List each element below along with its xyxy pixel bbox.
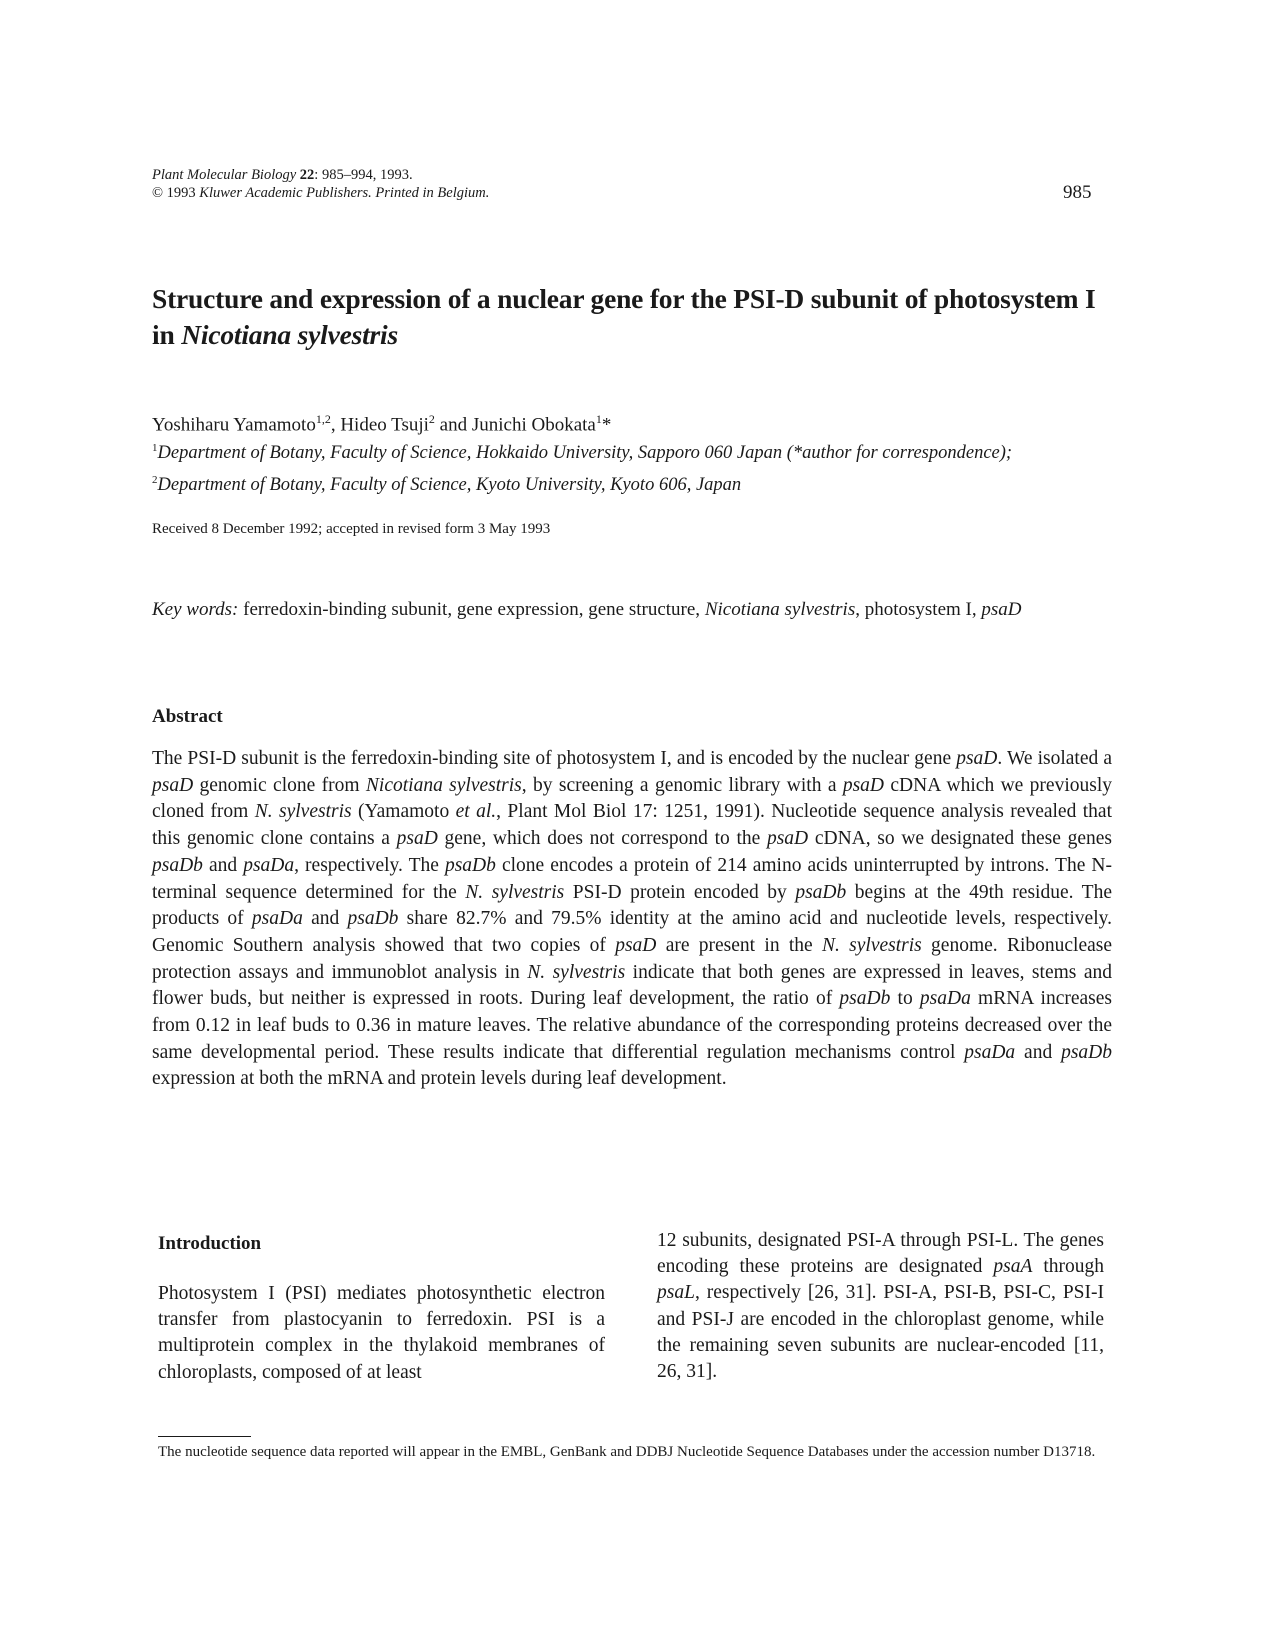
footnote: The nucleotide sequence data reported will appear in the EMBL, GenBank and DDBJ Nucleotide Sequence Databases under the accession number D13718. xyxy=(158,1444,1096,1460)
abstract-text: and xyxy=(1015,1041,1062,1063)
species-name: N. sylvestris xyxy=(254,801,352,823)
abstract-text: expression at both the mRNA and protein levels during leaf development. xyxy=(152,1068,727,1090)
abstract-text: genome. Ribonuclease protection assays and immunoblot analysis in xyxy=(152,934,1112,983)
abstract-text: cDNA which we previously cloned from xyxy=(152,774,1112,823)
affil-mark: 1 xyxy=(152,442,158,454)
keywords-label: Key words: xyxy=(152,599,239,620)
author-list xyxy=(152,412,611,436)
abstract-text: , respectively. The xyxy=(294,854,445,876)
footnote-rule xyxy=(158,1436,251,1437)
title-species: Nicotiana sylvestris xyxy=(181,319,398,350)
received-dates: Received 8 December 1992; accepted in revised form 3 May 1993 xyxy=(152,521,551,537)
journal-citation xyxy=(152,166,489,184)
et-al: et al. xyxy=(455,801,497,823)
abstract-text: share 82.7% and 79.5% identity at the amino acid and nucleotide levels, respectively. Genomic Southern analysis showed that two copies of xyxy=(152,908,1112,956)
abstract-text: . We isolated a xyxy=(997,748,1112,769)
keywords-species: Nicotiana sylvestris xyxy=(704,599,856,620)
gene-name: psaDb xyxy=(347,908,399,930)
affiliation-1: Department of Botany, Faculty of Science, Hokkaido University, Sapporo 060 Japan (*author for correspondence); xyxy=(157,443,1013,464)
author-affil-mark: 2 xyxy=(428,412,435,426)
keywords-text: ferredoxin-binding subunit, gene expression, gene structure, xyxy=(238,599,705,620)
corresponding-mark: * xyxy=(601,414,612,436)
abstract-text: (Yamamoto xyxy=(351,801,456,823)
abstract-text: , by screening a genomic library with a xyxy=(521,774,843,796)
author-affil-mark: 1 xyxy=(595,412,602,426)
journal-header xyxy=(152,166,489,202)
gene-name: psaD xyxy=(842,774,885,796)
affiliation-2: Department of Botany, Faculty of Science, Kyoto University, Kyoto 606, Japan xyxy=(157,475,742,496)
abstract-text: genomic clone from xyxy=(193,774,366,796)
journal-volume: 22 xyxy=(299,167,315,183)
abstract-text: gene, which does not correspond to the xyxy=(437,828,767,850)
species-name: Nicotiana sylvestris xyxy=(365,774,522,796)
author-name: Hideo Tsuji xyxy=(340,414,429,436)
title-main: Structure and expression of a nuclear gene for the PSI-D subunit of photosystem I in xyxy=(152,283,1096,350)
gene-name: psaDa xyxy=(964,1041,1016,1063)
author-name: Yoshiharu Yamamoto xyxy=(152,414,316,436)
paper-title xyxy=(152,281,1112,353)
gene-name: psaDa xyxy=(243,854,295,876)
gene-name: psaL xyxy=(657,1282,695,1304)
gene-name: psaDa xyxy=(919,988,971,1010)
intro-column-right xyxy=(657,1228,1104,1385)
copyright-text: Kluwer Academic Publishers. Printed in Belgium. xyxy=(199,185,490,201)
author-name: Junichi Obokata xyxy=(471,414,596,436)
intro-text: 12 subunits, designated PSI-A through PSI-L. The genes encoding these proteins are designated xyxy=(657,1230,1104,1278)
gene-name: psaDa xyxy=(251,908,303,930)
journal-pages: : 985–994, 1993. xyxy=(314,167,413,183)
gene-name: psaD xyxy=(396,828,438,850)
species-name: N. sylvestris xyxy=(527,961,626,983)
abstract-text: and xyxy=(202,854,244,876)
affiliations xyxy=(152,435,1052,499)
page-number: 985 xyxy=(1063,182,1092,203)
gene-name: psaD xyxy=(956,748,998,769)
intro-column-left: Photosystem I (PSI) mediates photosynthetic electron transfer from plastocyanin to ferredoxin. PSI is a multiprotein complex in the thylakoid membranes of chloroplasts, composed of at least xyxy=(158,1283,605,1383)
author-affil-mark: 1,2 xyxy=(315,412,331,426)
gene-name: psaDb xyxy=(444,854,496,876)
abstract-text: mRNA increases from 0.12 in leaf buds to 0.36 in mature leaves. The relative abundance of the corresponding proteins decreased over the same developmental period. These results indicate that differential regulation mechanisms control xyxy=(152,988,1112,1063)
abstract-text: , Plant Mol Biol 17: 1251, 1991). Nucleotide sequence analysis revealed that this genomic clone contains a xyxy=(152,801,1112,850)
species-name: N. sylvestris xyxy=(821,934,922,956)
abstract-text: cDNA, so we designated these genes xyxy=(808,828,1112,850)
gene-name: psaDb xyxy=(1061,1041,1113,1063)
copyright-line xyxy=(152,184,489,202)
gene-name: psaDb xyxy=(839,988,891,1010)
gene-name: psaD xyxy=(615,934,657,956)
abstract-text: begins at the 49th residue. The products of xyxy=(152,881,1112,930)
gene-name: psaDb xyxy=(795,881,847,903)
gene-name: psaDb xyxy=(152,854,203,876)
gene-name: psaD xyxy=(152,774,194,796)
introduction-heading: Introduction xyxy=(158,1233,262,1254)
copyright-prefix: © 1993 xyxy=(152,185,196,201)
abstract-text: indicate that both genes are expressed in leaves, stems and flower buds, but neither is expressed in roots. During leaf development, the ratio of xyxy=(152,961,1112,1010)
abstract-text: clone encodes a protein of 214 amino acids uninterrupted by introns. The N-terminal sequence determined for the xyxy=(152,854,1113,903)
abstract-text: PSI-D protein encoded by xyxy=(564,881,796,903)
keywords-text: , photosystem I, xyxy=(855,599,982,620)
affil-mark: 2 xyxy=(152,474,158,487)
gene-name: psaD xyxy=(766,828,809,850)
intro-text: through xyxy=(1032,1256,1104,1278)
abstract-text: The PSI-D subunit is the ferredoxin-binding site of photosystem I, and is encoded by the nuclear gene xyxy=(152,748,957,769)
species-name: N. sylvestris xyxy=(465,881,565,903)
author-separator: , xyxy=(330,414,341,436)
keywords xyxy=(152,596,1052,624)
author-separator: and xyxy=(434,414,472,436)
abstract-text: and xyxy=(302,908,348,930)
abstract-body xyxy=(152,746,1112,1093)
abstract-text: are present in the xyxy=(656,934,822,956)
abstract-heading: Abstract xyxy=(152,706,223,727)
journal-name: Plant Molecular Biology xyxy=(152,167,297,183)
abstract-text: to xyxy=(890,988,920,1010)
gene-name: psaA xyxy=(993,1256,1033,1278)
intro-text: , respectively [26, 31]. PSI-A, PSI-B, PSI-C, PSI-I and PSI-J are encoded in the chloroplast genome, while the remaining seven subunits are nuclear-encoded [11, 26, 31]. xyxy=(657,1282,1104,1383)
keywords-gene: psaD xyxy=(981,599,1022,620)
